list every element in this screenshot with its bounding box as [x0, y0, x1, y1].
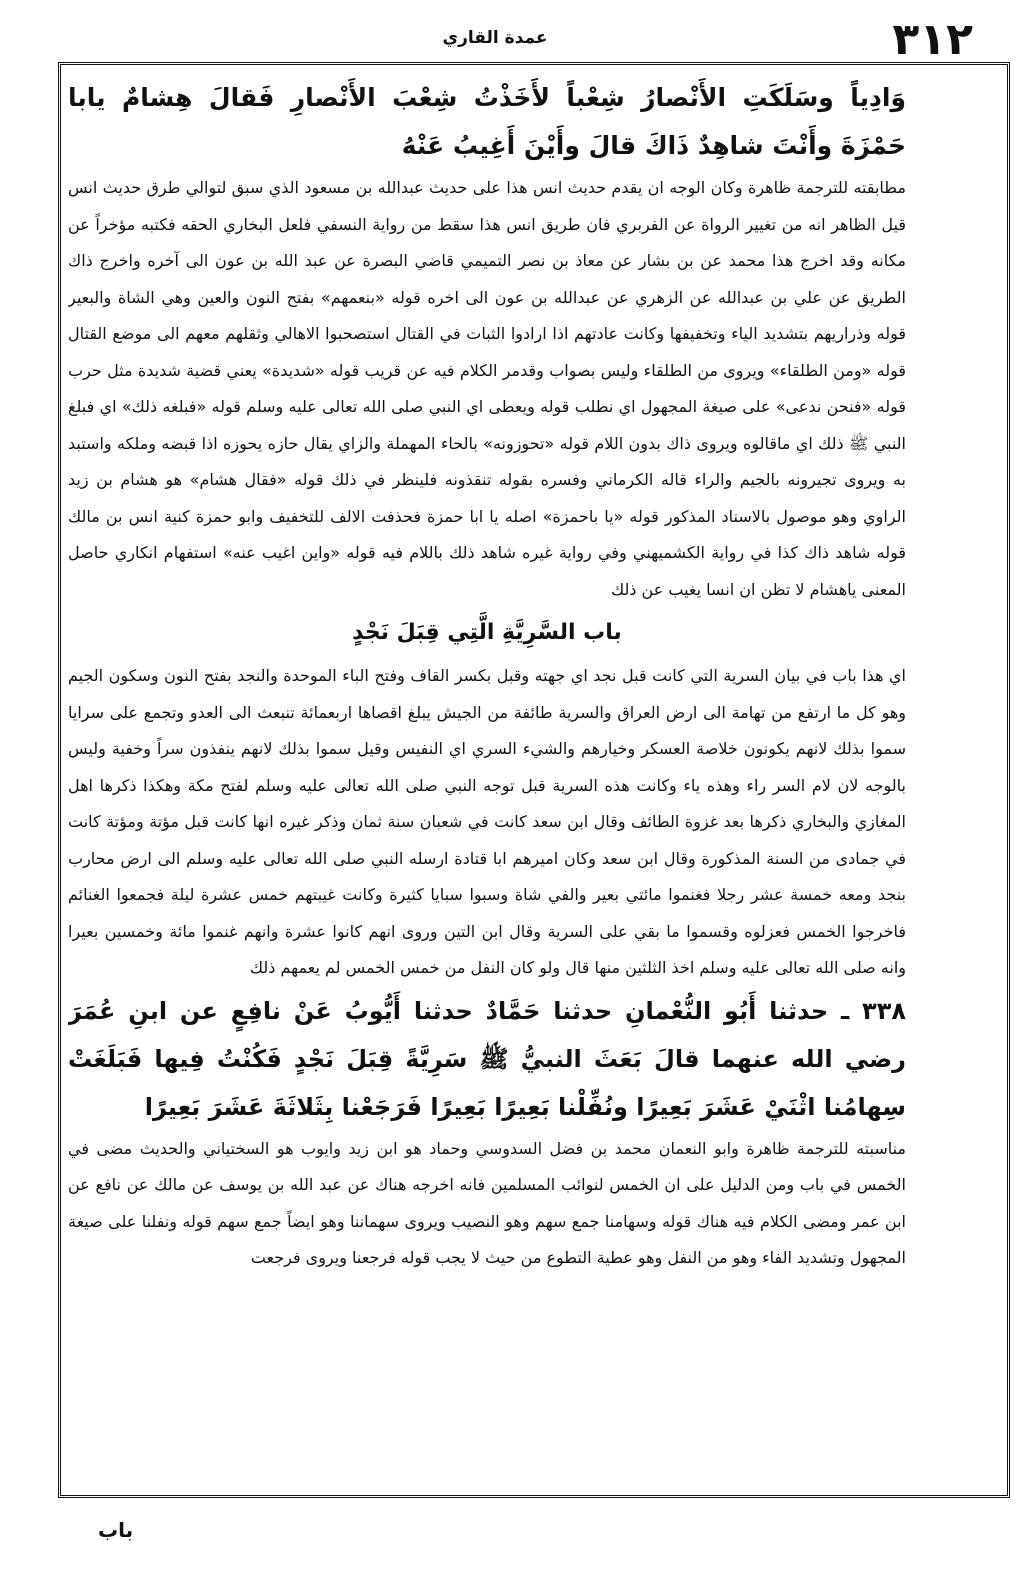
- commentary-paragraph-3: مناسبته للترجمة ظاهرة وابو النعمان محمد بن فضل السدوسي وحماد هو ابن زيد وايوب هو السختياني والحديث مضى في الخمس في باب ومن الدليل على ان الخمس لنوائب المسلمين فانه اخرجه هناك عن عبد الله بن يوسف عن مالك عن نافع عن ابن عمر ومضى الكلام فيه هناك قوله وسهامنا جمع سهم وهو النصيب ويروى سهماننا وهو ايضاً جمع سهم قوله ونفلنا على صيغة المجهول وتشديد الفاء وهو من النفل وهو عطية التطوع من حيث لا يجب قوله فرجعنا ويروى فرجعت: [68, 1138, 906, 1267]
- running-title: عمدة القاري: [442, 28, 548, 48]
- catchword: باب: [98, 1518, 134, 1542]
- page-body: [68, 74, 906, 1492]
- commentary-paragraph-1: مطابقته للترجمة ظاهرة وكان الوجه ان يقدم حديث انس هذا على حديث عبدالله بن مسعود الذي سبق لتوالي طرق حديث انس قيل الظاهر انه من تغيير الرواة عن الفربري فان طريق انس هذا سقط من رواية النسفي فلعل البخاري الحقه فكتبه مؤخراً عن مكانه وقد اخرج هذا محمد عن بن بشار عن معاذ بن نصر التميمي قاضي البصرة عن عبد الله بن عون الى آخره واخرج ذاك الطريق عن علي بن عبدالله عن الزهري عن عبدالله بن عون الى اخره قوله «بنعمهم» بفتح النون والعين وهي الشاة والبعير قوله وذراريهم بتشديد الياء وتخفيفها وكانت عادتهم اذا ارادوا الثبات في القتال استصحبوا الاهالي وثقلهم معهم الى موضع القتال قوله «ومن الطلقاء» ويروى من الطلقاء وليس بصواب وقدمر الكلام فيه عن قريب قوله «شديدة» يعني قضية شديدة مثل حرب قوله «فنحن ندعى» على صيغة المجهول اي نطلب قوله ويعطى اي النبي صلى الله تعالى عليه وسلم قوله «فبلغه ذلك» اي فبلغ النبي ﷺ ذلك اي ماقالوه ويروى ذاك بدون اللام قوله «تحوزونه» بالحاء المهملة والزاي يقال حازه يحوزه اذا قبضه وملكه واستبد به ويروى تجيرونه بالجيم والراء قاله الكرماني وفسره بقوله تنقذونه فلينظر في ذلك قوله «فقال هشام» هو هشام بن زيد الراوي وهو موصول بالاسناد المذكور قوله «يا باحمزة» اصله يا ابا حمزة فحذفت الالف للتخفيف وابو حمزة كنية انس بن مالك قوله شاهد ذاك كذا في رواية الكشميهني وفي رواية غيره شاهد ذلك باللام فيه قوله «واين اغيب عنه» استفهام انكاري حاصل المعنى ياهشام لا تظن ان انسا يغيب عن ذلك: [68, 178, 906, 599]
- commentary-paragraph-2: اي هذا باب في بيان السرية التي كانت قبل نجد اي جهته وقبل بكسر القاف وفتح الباء الموحدة والنجد بفتح النون وسكون الجيم وهو كل ما ارتفع من تهامة الى ارض العراق والسرية طائفة من الجيش يبلغ اقصاها اربعمائة تنبعث الى العدو وتجمع على سرايا سموا بذلك لانهم يكونون خلاصة العسكر وخيارهم والشيء السري اي النفيس وقيل سموا بذلك لانهم ينفذون سراً وخفية وليس بالوجه لان لام السر راء وهذه ياء وكانت هذه السرية قبل توجه النبي صلى الله تعالى عليه وسلم لفتح مكة وهكذا ذكرها اهل المغازي والبخاري ذكرها بعد غزوة الطائف وقال ابن سعد كانت في شعبان سنة ثمان وذكر غيره انها كانت قبل مؤتة ومؤتة كانت في جمادى من السنة المذكورة وقال ابن سعد وكان اميرهم ابا قتادة ارسله النبي صلى الله تعالى عليه وسلم الى ارض محارب بنجد ومعه خمسة عشر رجلا فغنموا مائتي بعير والفي شاة وسبوا سبايا كثيرة وكانت غيبتهم خمس عشرة ليلة فجمعوا الغنائم فاخرجوا الخمس فعزلوه وقسموا ما بقي على السرية وقال ابن التين وروى انهم كانوا عشرة وانهم غنموا مائة وخمسين بعيرا وانه صلى الله تعالى عليه وسلم اخذ الثلثين منها قال ولو كان النفل من خمس الخمس لم يعمهم ذلك: [68, 666, 906, 977]
- hadith-338: ٣٣٨ ـ حدثنا أَبُو النُّعْمانِ حدثنا حَمَّادٌ حدثنا أَيُّوبُ عَنْ نافِعٍ عن ابنِ عُمَرَ رضي الله عنهما قالَ بَعَثَ النبيُّ ﷺ سَرِيَّةً قِبَلَ نَجْدٍ فَكُنْتُ فِيها فَبَلَغَتْ سِهامُنا اثْنَيْ عَشَرَ بَعِيرًا ونُفِّلْنا بَعِيرًا بَعِيرًا فَرَجَعْنا بِثَلاثَةَ عَشَرَ بَعِيرًا: [68, 996, 906, 1121]
- chapter-title: باب السَّرِيَّةِ الَّتِي قِبَلَ نَجْدٍ: [352, 620, 622, 645]
- hadith-text-top: وَادِياً وسَلَكَتِ الأَنْصارُ شِعْباً لأَخَذْتُ شِعْبَ الأَنْصارِ فَقالَ هِشامٌ يابا حَمْزَةَ وأَنْتَ شاهِدٌ ذَاكَ قالَ وأَيْنَ أَغِيبُ عَنْهُ: [68, 83, 906, 160]
- page-number: ٣١٢: [892, 14, 973, 65]
